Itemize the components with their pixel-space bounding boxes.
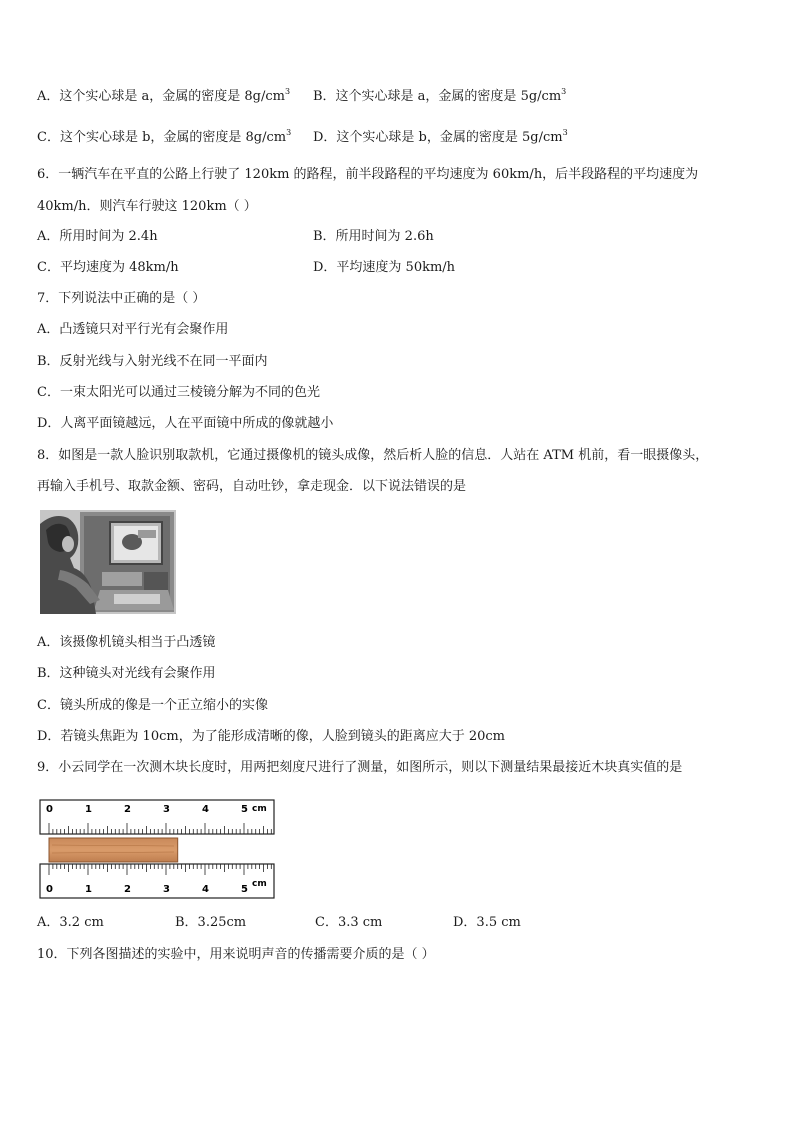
q9-option-c: C．3.3 cm xyxy=(315,915,383,930)
top-ruler-label: 1 xyxy=(85,804,92,815)
q7-option-a: A．凸透镜只对平行光有会聚作用 xyxy=(37,322,229,337)
bottom-ruler-label: 3 xyxy=(163,884,170,895)
q9-option-b: B．3.25cm xyxy=(175,915,247,930)
q7-stem: 7．下列说法中正确的是（ ） xyxy=(37,291,206,306)
q5-option-d: D．这个实心球是 b，金属的密度是 $5g/cm^3$ xyxy=(313,128,568,145)
atm-face-recognition-photo xyxy=(40,510,176,614)
bottom-ruler-label: 1 xyxy=(85,884,92,895)
q6-option-a: A．所用时间为 2.4h xyxy=(37,229,158,244)
top-ruler xyxy=(40,800,274,834)
q6-option-b: B．所用时间为 2.6h xyxy=(313,229,434,244)
atm-photo-graphic xyxy=(40,510,176,614)
q6-option-d: D．平均速度为 50km/h xyxy=(313,260,456,275)
wood-block xyxy=(49,838,178,862)
q8-stem-line1: 8．如图是一款人脸识别取款机，它通过摄像机的镜头成像，然后析人脸的信息．人站在 ATM 机前，看一眼摄像头， xyxy=(37,448,709,463)
q8-option-a: A．该摄像机镜头相当于凸透镜 xyxy=(37,635,216,650)
q5-option-a: A．这个实心球是 a，金属的密度是 $8g/cm^3$ xyxy=(37,87,291,104)
q6-stem-line1: 6．一辆汽车在平直的公路上行驶了 120km 的路程，前半段路程的平均速度为 60km/h，后半段路程的平均速度为 xyxy=(37,167,699,182)
top-ruler-label: 5 xyxy=(241,804,248,815)
ruler-diagram xyxy=(38,798,278,900)
q5-option-c: C．这个实心球是 b，金属的密度是 $8g/cm^3$ xyxy=(37,128,292,145)
ruler-measurement-figure xyxy=(38,798,278,900)
q8-option-b: B．这种镜头对光线有会聚作用 xyxy=(37,666,216,681)
q9-option-a: A．3.2 cm xyxy=(37,915,104,930)
top-ruler-unit: cm xyxy=(252,804,267,814)
q7-option-c: C．一束太阳光可以通过三棱镜分解为不同的色光 xyxy=(37,385,320,400)
bottom-ruler xyxy=(40,864,274,898)
bottom-ruler-label: 2 xyxy=(124,884,131,895)
bottom-ruler-unit: cm xyxy=(252,879,267,889)
q10-stem: 10．下列各图描述的实验中，用来说明声音的传播需要介质的是（ ） xyxy=(37,947,435,962)
q6-stem-line2: 40km/h．则汽车行驶这 120km（ ） xyxy=(37,199,257,214)
bottom-ruler-label: 4 xyxy=(202,884,209,895)
q8-option-d: D．若镜头焦距为 10cm，为了能形成清晰的像，人脸到镜头的距离应大于 20cm xyxy=(37,729,505,744)
q9-stem: 9．小云同学在一次测木块长度时，用两把刻度尺进行了测量，如图所示，则以下测量结果最接近木块真实值的是 xyxy=(37,760,683,775)
q9-option-d: D．3.5 cm xyxy=(453,915,521,930)
q6-option-c: C．平均速度为 48km/h xyxy=(37,260,179,275)
q8-stem-line2: 再输入手机号、取款金额、密码，自动吐钞，拿走现金．以下说法错误的是 xyxy=(37,479,467,494)
bottom-ruler-label: 5 xyxy=(241,884,248,895)
q7-option-d: D．人离平面镜越远，人在平面镜中所成的像就越小 xyxy=(37,416,334,431)
q7-option-b: B．反射光线与入射光线不在同一平面内 xyxy=(37,354,268,369)
top-ruler-label: 3 xyxy=(163,804,170,815)
top-ruler-label: 2 xyxy=(124,804,131,815)
top-ruler-label: 4 xyxy=(202,804,209,815)
top-ruler-label: 0 xyxy=(46,804,53,815)
bottom-ruler-label: 0 xyxy=(46,884,53,895)
q8-option-c: C．镜头所成的像是一个正立缩小的实像 xyxy=(37,698,268,713)
q5-option-b: B．这个实心球是 a，金属的密度是 $5g/cm^3$ xyxy=(313,87,567,104)
